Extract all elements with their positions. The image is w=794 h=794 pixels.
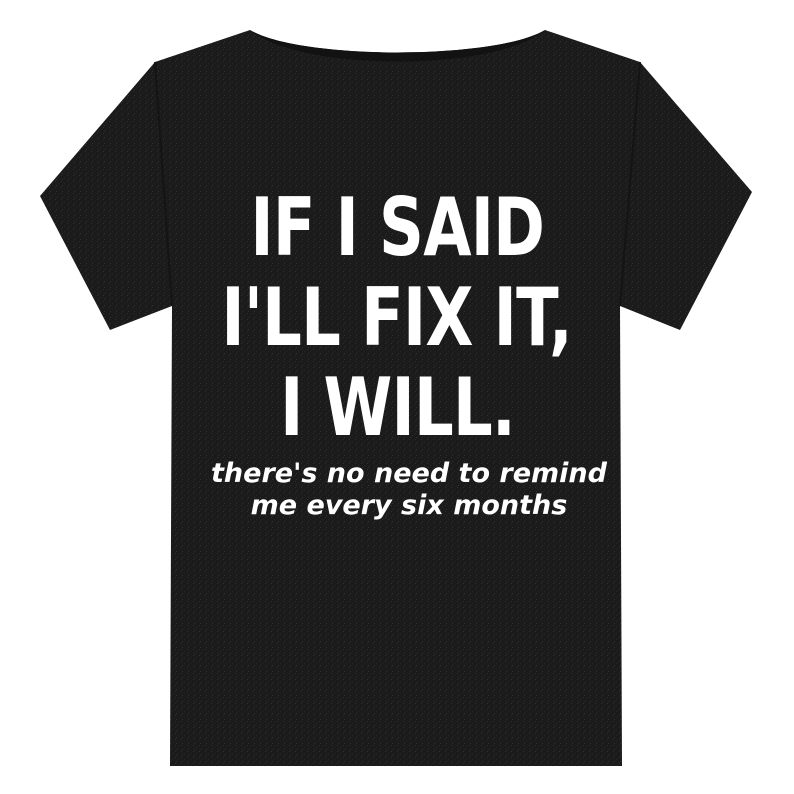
headline-line-3: I WILL. [279, 361, 515, 454]
headline-line-2: I'LL FIX IT, [221, 271, 573, 364]
subtext-line-1: there's no need to remind [211, 458, 607, 489]
subtext-line-2: me every six months [250, 490, 568, 521]
headline-line-1: IF I SAID [250, 181, 544, 274]
